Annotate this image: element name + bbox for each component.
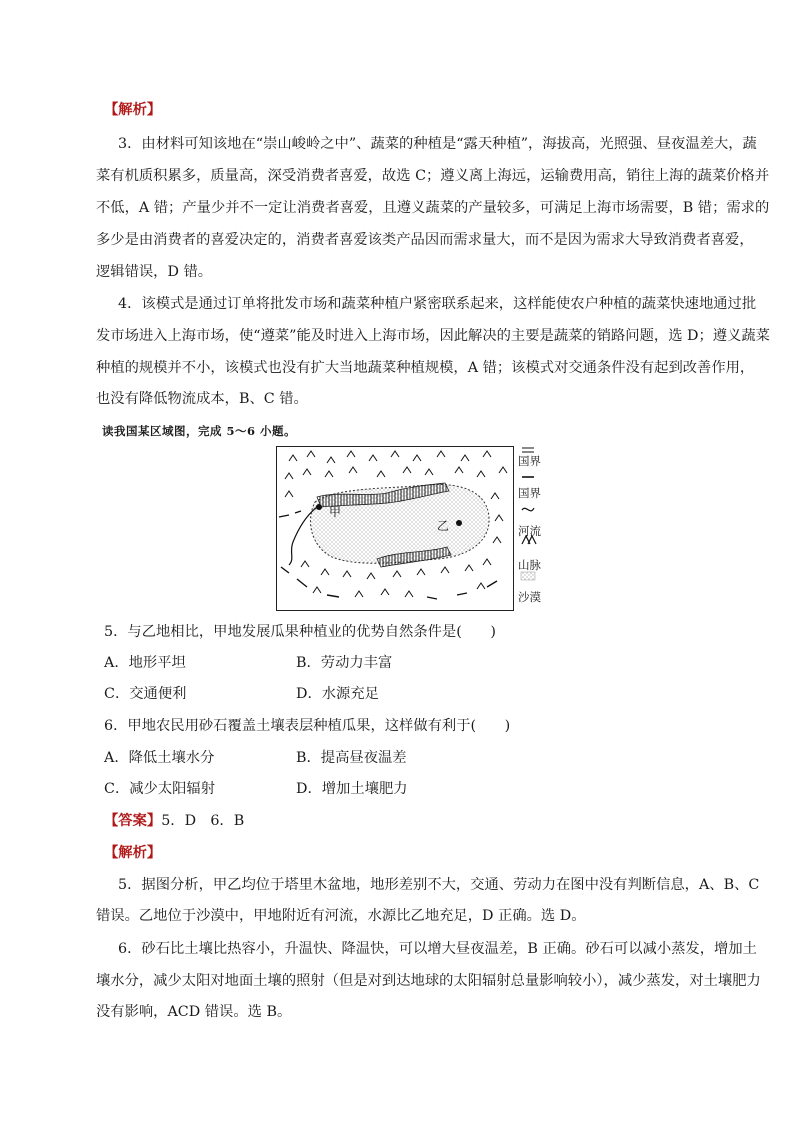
q5-stem: 5．与乙地相比，甲地发展瓜果种植业的优势自然条件是( ) [104, 624, 496, 640]
q6-option-c: C．减少太阳辐射 [104, 781, 216, 797]
q3-explanation-line: 逻辑错误，D 错。 [96, 264, 213, 280]
q6-option-d: D．增加土壤肥力 [296, 781, 408, 797]
answer-value: 5．D 6．B [161, 813, 245, 829]
a6-explanation-line: 壤水分，减少太阳对地面土壤的照射（但是对到达地球的太阳辐射总量影响较小），减少蒸发，对土壤肥力 [96, 973, 761, 989]
q4-explanation-line: 也没有降低物流成本，B、C 错。 [96, 391, 308, 407]
q4-explanation-line: 发市场进入上海市场，使“遵菜”能及时进入上海市场，因此解决的主要是蔬菜的销路问题，选 D；遵义蔬菜 [96, 328, 770, 344]
map-intro: 读我国某区域图，完成 5～6 小题。 [102, 424, 297, 438]
legend-label: 国界 [518, 486, 541, 500]
q5-option-d: D．水源充足 [296, 686, 379, 702]
q6-stem: 6．甲地农民用砂石覆盖土壤表层种植瓜果，这样做有利于( ) [104, 718, 511, 734]
q6-option-a: A．降低土壤水分 [104, 750, 215, 766]
q4-explanation-line: 4．该模式是通过订单将批发市场和蔬菜种植户紧密联系起来，这样能使农户种植的蔬菜快速地通过批 [118, 296, 757, 312]
point-yi-marker [456, 520, 462, 526]
analysis-heading-2: 【解析】 [104, 845, 162, 861]
legend-label: 国界 [518, 454, 541, 468]
legend-label: 河流 [518, 524, 541, 538]
label-jia: 甲 [329, 505, 342, 519]
analysis-heading-1: 【解析】 [104, 102, 162, 118]
legend-label: 沙漠 [518, 590, 541, 604]
q3-explanation-line: 多少是由消费者的喜爱决定的，消费者喜爱该类产品因而需求量大，而不是因为需求大导致消费者喜爱， [96, 232, 754, 248]
point-jia-marker [316, 504, 322, 510]
q4-explanation-line: 种植的规模并不小，该模式也没有扩大当地蔬菜种植规模，A 错；该模式对交通条件没有起到改善作用， [96, 360, 755, 376]
label-yi: 乙 [437, 519, 450, 533]
map-drawing [277, 447, 513, 610]
q3-explanation-line: 菜有机质积累多，质量高，深受消费者喜爱，故选 C；遵义离上海远，运输费用高，销往上海的蔬菜价格并 [96, 168, 770, 184]
region-map [276, 446, 514, 611]
a5-explanation-line: 错误。乙地位于沙漠中，甲地附近有河流，水源比乙地充足，D 正确。选 D。 [96, 908, 586, 924]
answer-label: 【答案】 [104, 813, 162, 829]
q5-option-c: C．交通便利 [104, 686, 187, 702]
a6-explanation-line: 没有影响，ACD 错误。选 B。 [96, 1004, 292, 1020]
legend-label: 山脉 [518, 558, 541, 572]
answer-line [104, 811, 244, 831]
q3-explanation-line: 3．由材料可知该地在“崇山峻岭之中”、蔬菜的种植是“露天种植”，海拔高，光照强、昼夜温差大，蔬 [118, 136, 757, 152]
a5-explanation-line: 5．据图分析，甲乙均位于塔里木盆地，地形差别不大，交通、劳动力在图中没有判断信息，A、B、C [118, 877, 760, 893]
q3-explanation-line: 不低，A 错；产量少并不一定让消费者喜爱，且遵义蔬菜的产量较多，可满足上海市场需要，B 错；需求的 [96, 200, 770, 216]
a6-explanation-line: 6．砂石比土壤比热容小，升温快、降温快，可以增大昼夜温差，B 正确。砂石可以减小蒸发，增加土 [118, 941, 757, 957]
q6-option-b: B．提高昼夜温差 [296, 750, 407, 766]
q5-option-a: A．地形平坦 [104, 655, 186, 671]
q5-option-b: B．劳动力丰富 [296, 655, 393, 671]
